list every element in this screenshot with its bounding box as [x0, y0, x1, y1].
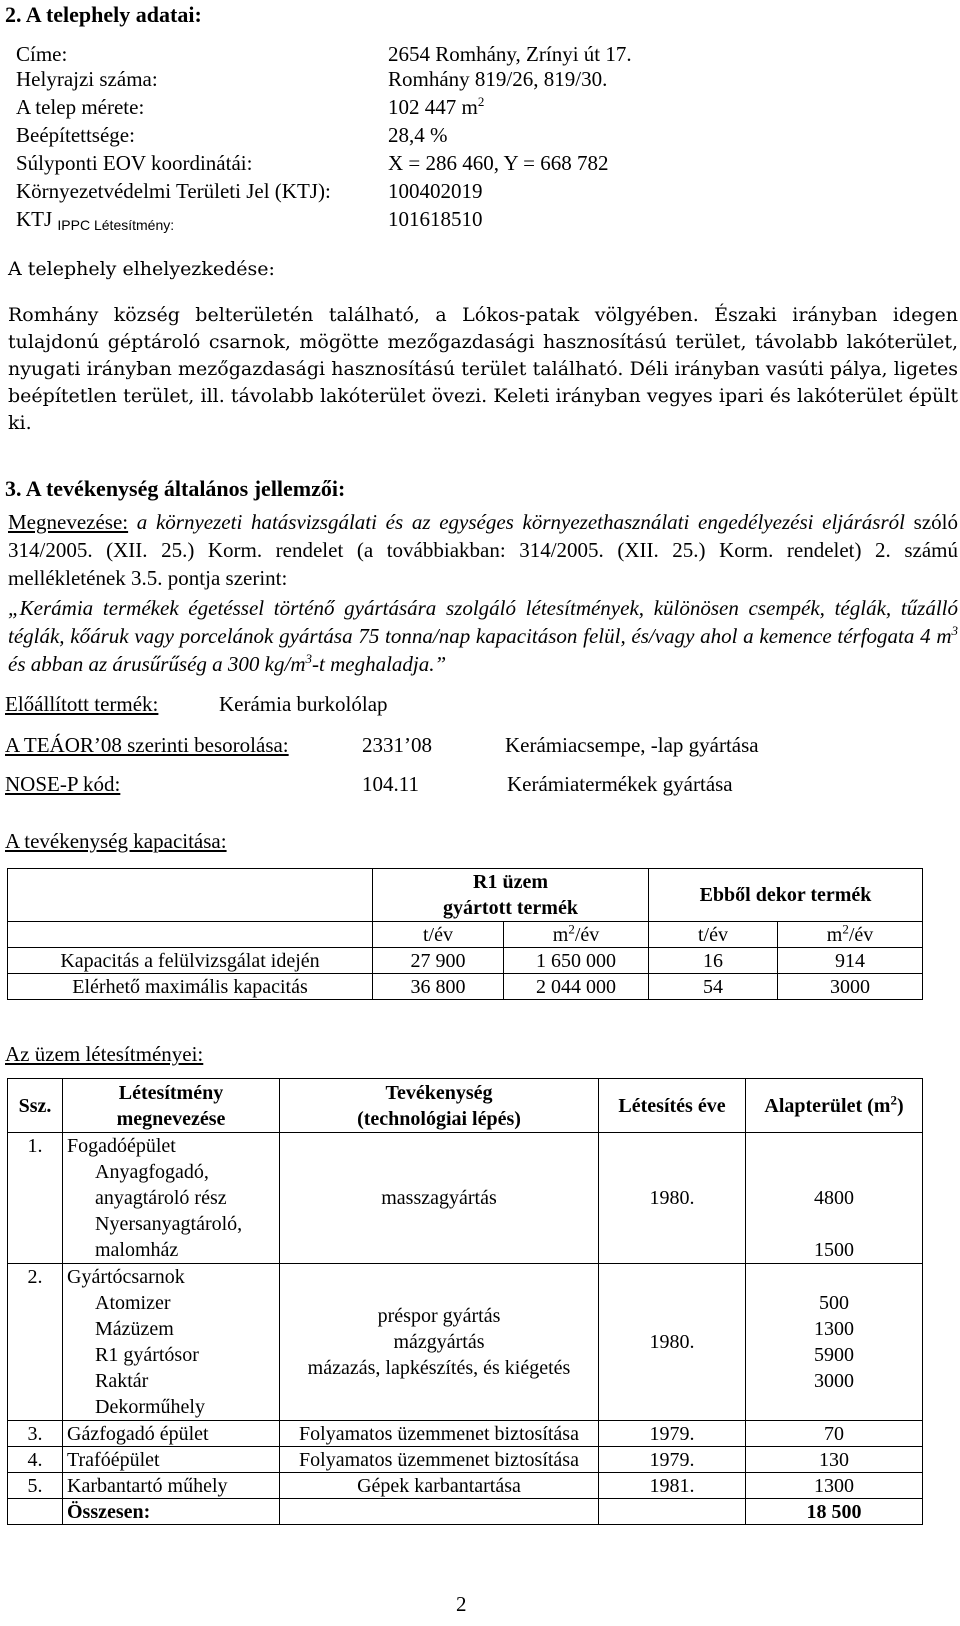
- designation-text: Megnevezése: a környezeti hatásvizsgálati és az egységes környezethasználati engedélyezési eljárásról szóló 314/2005. (XII. 25.) Korm. rendelet (a továbbiakban: 314/2005. (XII. 25.) Korm. rendelet) 2. számú mellékletének 3.5. pontja szerint:: [8, 510, 958, 590]
- ktj-label: Környezetvédelmi Területi Jel (KTJ):: [16, 179, 331, 203]
- activity-cell: Folyamatos üzemmenet biztosítása: [280, 1447, 599, 1473]
- site-size-label: A telep mérete:: [16, 95, 145, 119]
- area-cell: [746, 1264, 923, 1421]
- product-label: Előállított termék:: [5, 692, 159, 716]
- area-cell: 1300: [746, 1473, 923, 1499]
- section-3-heading: 3. A tevékenység általános jellemzői:: [5, 476, 346, 501]
- section-2-heading: 2. A telephely adatai:: [5, 2, 202, 27]
- header-ssz: Ssz.: [8, 1079, 63, 1133]
- ssz-cell: 5.: [8, 1473, 63, 1499]
- facility-sub: malomház: [95, 1239, 179, 1261]
- cell: 1 650 000: [504, 948, 649, 974]
- facility-sub: anyagtároló rész: [95, 1187, 227, 1209]
- r1-plant-header: R1 üzem gyártott termék: [373, 869, 649, 922]
- header-activity: Tevékenység (technológiai lépés): [280, 1079, 599, 1133]
- facility-sub: Dekorműhely: [95, 1396, 205, 1418]
- table-row: [8, 948, 923, 974]
- facility-name-cell: [63, 1264, 280, 1421]
- year-cell: 1980.: [599, 1133, 746, 1264]
- total-row: [8, 1499, 923, 1525]
- site-size-value: 102 447 $m^2$: [388, 94, 485, 119]
- facility-name-cell: Gázfogadó épület: [63, 1421, 280, 1447]
- facility-sub: Atomizer: [95, 1292, 171, 1314]
- address-label: Címe:: [16, 42, 68, 66]
- header-area: Alapterület $(m^2)$: [746, 1079, 923, 1133]
- facility-sub: Mázüzem: [95, 1318, 174, 1340]
- area-cell: 130: [746, 1447, 923, 1473]
- facility-name-cell: [63, 1133, 280, 1264]
- facility-title: Gyártócsarnok: [67, 1266, 185, 1288]
- activity-quote: „Kerámia termékek égetéssel történő gyártására szolgáló létesítmények, különösen csempék, téglák, tűzálló téglák, kőáruk vagy porcelánok gyártása 75 tonna/nap kapacitáson felül, és/vagy ahol a kemence térfogata 4 $m^3$ és abban az árusűrűség a 300 $kg/m^3-t$ meghaladja.”: [8, 596, 958, 676]
- eov-value: X = 286 460, Y = 668 782: [388, 151, 609, 175]
- cell: 3000: [778, 974, 923, 1000]
- facility-name-cell: Trafóépület: [63, 1447, 280, 1473]
- activity-value: mázgyártás: [393, 1331, 485, 1353]
- unit-t-year: t/év: [373, 922, 504, 948]
- area-value: 3000: [814, 1370, 854, 1392]
- area-cell: [746, 1133, 923, 1264]
- activity-cell: [280, 1499, 599, 1525]
- capacity-table: [7, 868, 923, 1000]
- parcel-value: Romhány 819/26, 819/30.: [388, 67, 608, 91]
- ssz-cell: 3.: [8, 1421, 63, 1447]
- decor-header: Ebből dekor termék: [649, 869, 923, 922]
- area-cell: 70: [746, 1421, 923, 1447]
- header-facility-name: Létesítmény megnevezése: [63, 1079, 280, 1133]
- area-value: 4800: [814, 1187, 854, 1209]
- eov-label: Súlyponti EOV koordinátái:: [16, 151, 253, 175]
- nose-label: NOSE-P kód:: [5, 772, 121, 796]
- year-cell: 1981.: [599, 1473, 746, 1499]
- built-ratio-value: 28,4 %: [388, 123, 448, 147]
- built-ratio-label: Beépítettsége:: [16, 123, 135, 147]
- location-title: A telephely elhelyezkedése:: [8, 258, 275, 280]
- unit-m2-year: $m^2/év$: [504, 922, 649, 948]
- ssz-cell: 2.: [8, 1264, 63, 1421]
- activity-cell: Folyamatos üzemmenet biztosítása: [280, 1421, 599, 1447]
- ssz-cell: 1.: [8, 1133, 63, 1264]
- cell: 914: [778, 948, 923, 974]
- product-value: Kerámia burkolólap: [219, 692, 388, 716]
- cell: 54: [649, 974, 778, 1000]
- capacity-empty-cell: [8, 922, 373, 948]
- unit-t-year: t/év: [649, 922, 778, 948]
- unit-m2-year: $m^2/év$: [778, 922, 923, 948]
- ktj-ippc-value: 101618510: [388, 207, 483, 231]
- cell: 16: [649, 948, 778, 974]
- facilities-table: [7, 1078, 923, 1525]
- row-label: Kapacitás a felülvizsgálat idején: [8, 948, 373, 974]
- facility-sub: Anyagfogadó,: [95, 1161, 209, 1183]
- facility-sub: Raktár: [95, 1370, 149, 1392]
- year-cell: 1979.: [599, 1421, 746, 1447]
- table-row: [8, 1264, 923, 1421]
- table-row: [8, 974, 923, 1000]
- activity-cell: Gépek karbantartása: [280, 1473, 599, 1499]
- capacity-title: A tevékenység kapacitása:: [5, 829, 227, 853]
- table-row: [8, 1473, 923, 1499]
- year-cell: 1979.: [599, 1447, 746, 1473]
- cell: 36 800: [373, 974, 504, 1000]
- facility-name-cell: Karbantartó műhely: [63, 1473, 280, 1499]
- nose-desc: Kerámiatermékek gyártása: [507, 772, 733, 796]
- facility-sub: R1 gyártósor: [95, 1344, 199, 1366]
- area-value: 1500: [814, 1239, 854, 1261]
- ktj-ippc-label: KTJ IPPC Létesítmény:: [16, 207, 175, 233]
- row-label: Elérhető maximális kapacitás: [8, 974, 373, 1000]
- address-value: 2654 Romhány, Zrínyi út 17.: [388, 42, 632, 66]
- capacity-empty-cell: [8, 869, 373, 922]
- ssz-cell: [8, 1499, 63, 1525]
- parcel-label: Helyrajzi száma:: [16, 67, 158, 91]
- nose-code: 104.11: [362, 772, 419, 796]
- year-cell: 1980.: [599, 1264, 746, 1421]
- activity-value: mázazás, lapkészítés, és kiégetés: [307, 1357, 571, 1379]
- cell: 27 900: [373, 948, 504, 974]
- cell: 2 044 000: [504, 974, 649, 1000]
- page-number: 2: [456, 1592, 467, 1616]
- location-text: Romhány község belterületén található, a Lókos-patak völgyében. Északi irányban idegen tulajdonú géptároló csarnok, mögötte mezőgazdasági hasznosítású terület, távolabb lakóterület, nyugati irányban mezőgazdasági hasznosítású terület található. Déli irányban vasúti pálya, ligetes beépítetlen terület, ill. távolabb lakóterület övezi. Keleti irányban vegyes ipari és lakóterület épült ki.: [8, 304, 958, 434]
- table-row: [8, 1421, 923, 1447]
- area-value: 500: [819, 1292, 849, 1314]
- table-row: [8, 1447, 923, 1473]
- activity-cell: masszagyártás: [280, 1133, 599, 1264]
- table-row: [8, 1133, 923, 1264]
- activity-value: préspor gyártás: [377, 1305, 501, 1327]
- area-value: 1300: [814, 1318, 854, 1340]
- facility-title: Fogadóépület: [67, 1135, 176, 1157]
- teaor-label: A TEÁOR’08 szerinti besorolása:: [5, 733, 289, 757]
- teaor-code: 2331’08: [362, 733, 432, 757]
- facilities-title: Az üzem létesítményei:: [5, 1042, 204, 1066]
- header-year: Létesítés éve: [599, 1079, 746, 1133]
- facility-sub: Nyersanyagtároló,: [95, 1213, 243, 1235]
- teaor-desc: Kerámiacsempe, -lap gyártása: [505, 733, 759, 757]
- total-label: Összesen:: [63, 1499, 280, 1525]
- activity-cell: [280, 1264, 599, 1421]
- area-value: 5900: [814, 1344, 854, 1366]
- ssz-cell: 4.: [8, 1447, 63, 1473]
- year-cell: [599, 1499, 746, 1525]
- ktj-value: 100402019: [388, 179, 483, 203]
- total-value: 18 500: [746, 1499, 923, 1525]
